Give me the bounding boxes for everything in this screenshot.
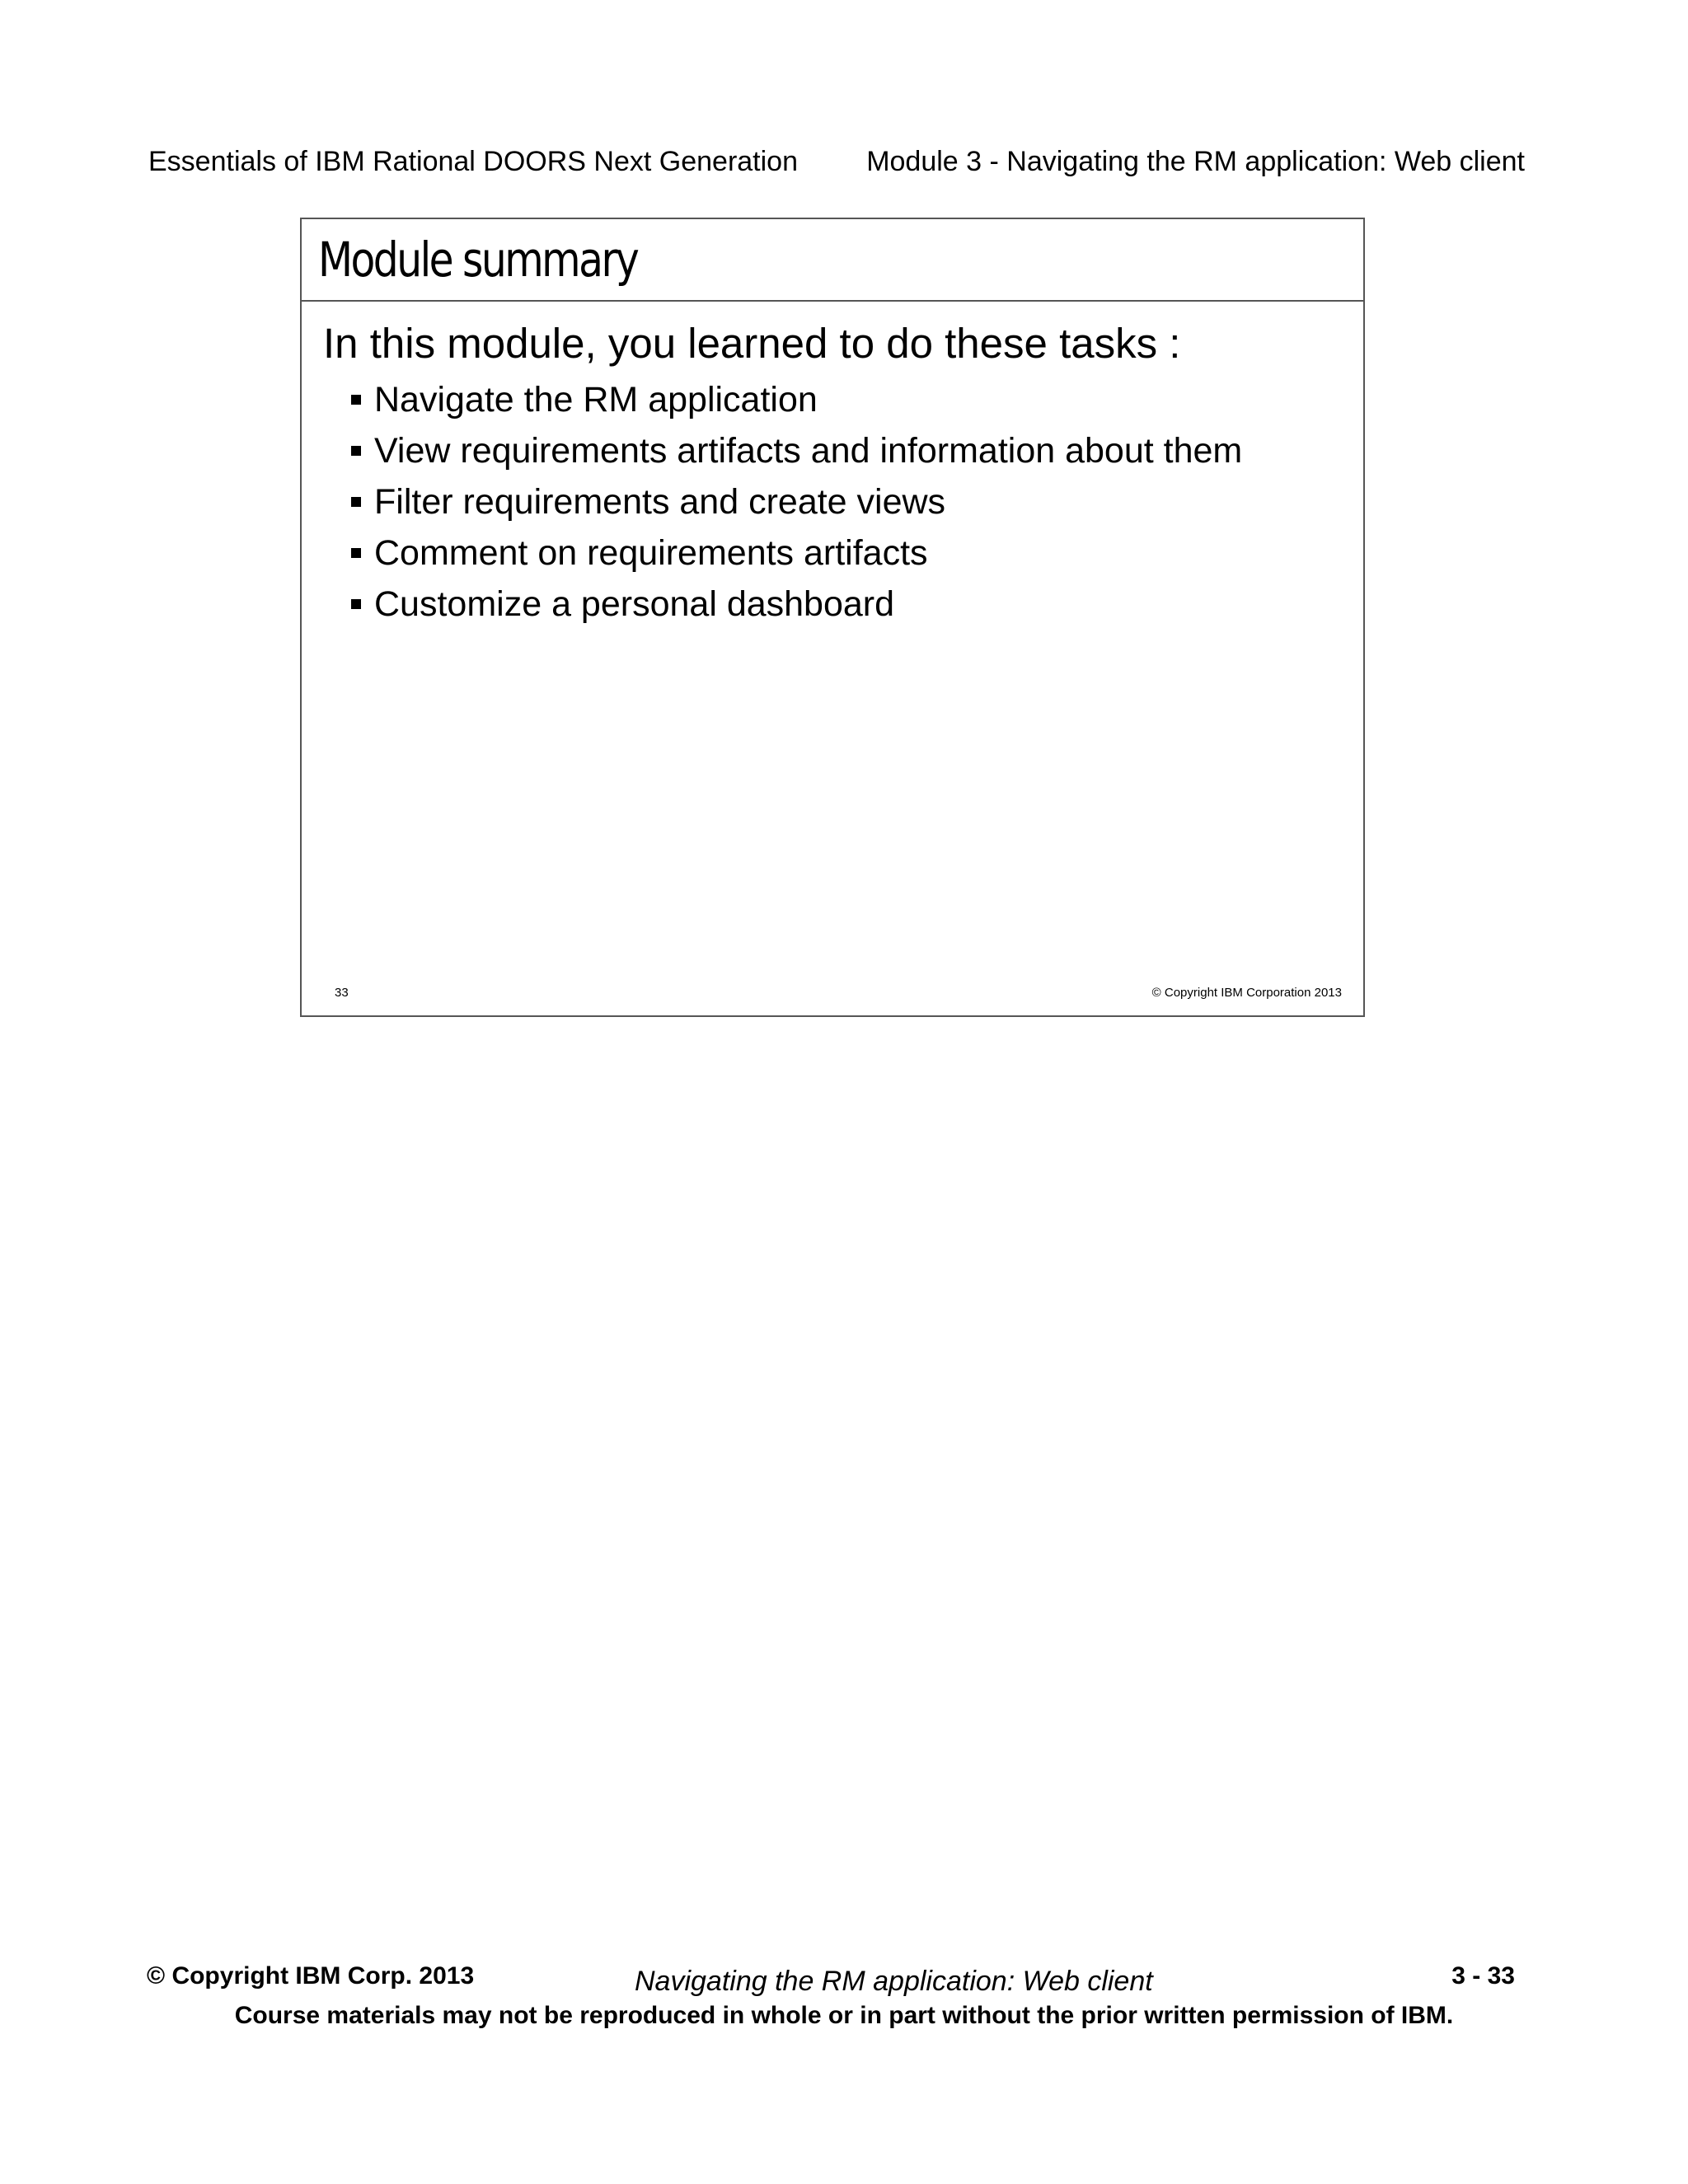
slide-number: 33 [335, 986, 349, 1000]
task-item [351, 425, 1242, 476]
task-item [351, 527, 1242, 579]
task-item [351, 374, 1242, 425]
footer-copyright: © Copyright IBM Corp. 2013 [147, 1962, 475, 1990]
slide-copyright: © Copyright IBM Corporation 2013 [1151, 986, 1342, 1000]
task-item-label: View requirements artifacts and information about them [374, 430, 1243, 471]
task-item [351, 476, 1242, 527]
task-item-label: Navigate the RM application [374, 379, 818, 419]
task-list [351, 374, 1242, 630]
running-header-course-title: Essentials of IBM Rational DOORS Next Generation [148, 146, 798, 177]
square-bullet-icon [351, 395, 361, 405]
square-bullet-icon [351, 599, 361, 609]
task-item-label: Filter requirements and create views [374, 481, 946, 522]
slide-title: Module summary [318, 232, 638, 288]
slide-title-bar [302, 219, 1363, 302]
running-header-module-title: Module 3 - Navigating the RM application: Web client [866, 146, 1525, 177]
footer-page-number: 3 - 33 [1451, 1962, 1515, 1990]
square-bullet-icon [351, 548, 361, 558]
square-bullet-icon [351, 497, 361, 507]
slide-frame [300, 218, 1365, 1017]
footer-notice: Course materials may not be reproduced in whole or in part without the prior written permission of IBM. [234, 2002, 1454, 2029]
task-item-label: Comment on requirements artifacts [374, 532, 928, 573]
task-item-label: Customize a personal dashboard [374, 583, 895, 624]
slide-intro-text: In this module, you learned to do these tasks : [323, 320, 1181, 367]
footer-title: Navigating the RM application: Web client [635, 1966, 1153, 1997]
square-bullet-icon [351, 446, 361, 456]
task-item [351, 579, 1242, 630]
